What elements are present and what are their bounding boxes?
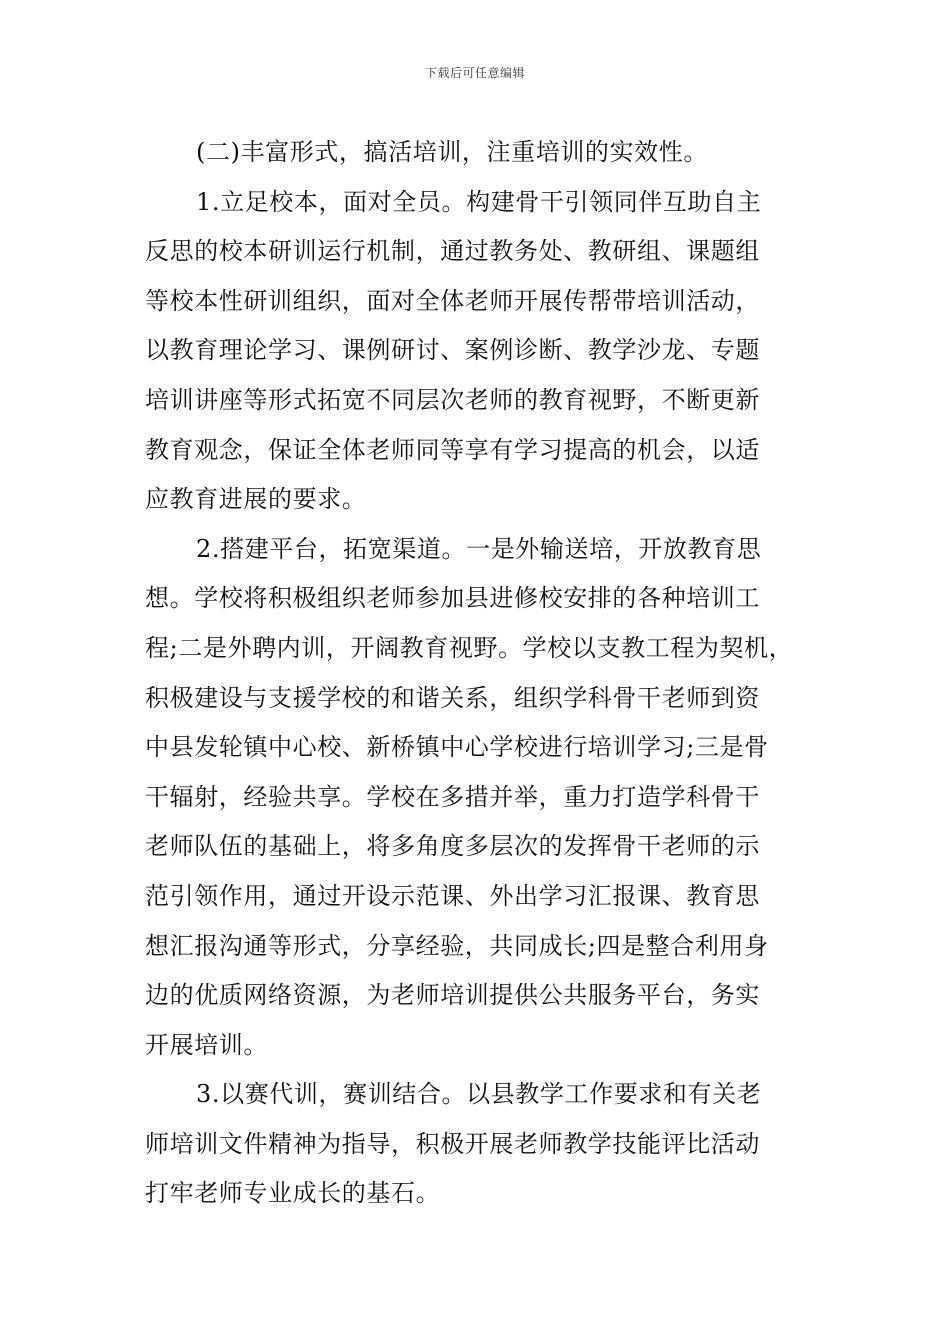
- text-line: 范引领作用，通过开设示范课、外出学习汇报课、教育思: [145, 881, 760, 910]
- text-line: 3.以赛代训，赛训结合。以县教学工作要求和有关老: [196, 1080, 762, 1109]
- document-body: [145, 128, 810, 1219]
- text-line: 以教育理论学习、课例研讨、案例诊断、教学沙龙、专题: [145, 336, 760, 365]
- page-header: 下载后可任意编辑: [424, 66, 525, 80]
- text-line: 1.立足校本，面对全员。构建骨干引领同伴互助自主: [196, 187, 762, 216]
- text-line: 开展培训。: [145, 1030, 268, 1059]
- text-line: 打牢老师专业成长的基石。: [145, 1179, 441, 1208]
- text-line: 积极建设与支援学校的和谐关系，组织学科骨干老师到资: [145, 683, 760, 712]
- text-line: 干辐射，经验共享。学校在多措并举，重力打造学科骨干: [145, 782, 760, 811]
- text-line: 反思的校本研训运行机制，通过教务处、教研组、课题组: [145, 237, 760, 266]
- text-line: 老师队伍的基础上，将多角度多层次的发挥骨干老师的示: [145, 832, 760, 861]
- text-line: 程;二是外聘内训，开阔教育视野。学校以支教工程为契机，: [145, 633, 794, 662]
- text-line: 2.搭建平台，拓宽渠道。一是外输送培，开放教育思: [196, 534, 762, 563]
- text-line: 中县发轮镇中心校、新桥镇中心学校进行培训学习;三是骨: [145, 733, 769, 762]
- text-line: 想汇报沟通等形式，分享经验，共同成长;四是整合利用身: [145, 931, 769, 960]
- text-line: 培训讲座等形式拓宽不同层次老师的教育视野，不断更新: [145, 385, 760, 414]
- text-line: 应教育进展的要求。: [145, 485, 367, 514]
- text-line: 等校本性研训组织，面对全体老师开展传帮带培训活动，: [145, 286, 760, 315]
- text-line: (二)丰富形式，搞活培训，注重培训的实效性。: [196, 138, 708, 166]
- text-line: 师培训文件精神为指导，积极开展老师教学技能评比活动: [145, 1129, 760, 1158]
- text-line: 教育观念，保证全体老师同等享有学习提高的机会，以适: [145, 435, 760, 464]
- text-line: 想。学校将积极组织老师参加县进修校安排的各种培训工: [145, 584, 760, 613]
- text-line: 边的优质网络资源，为老师培训提供公共服务平台，务实: [145, 981, 760, 1010]
